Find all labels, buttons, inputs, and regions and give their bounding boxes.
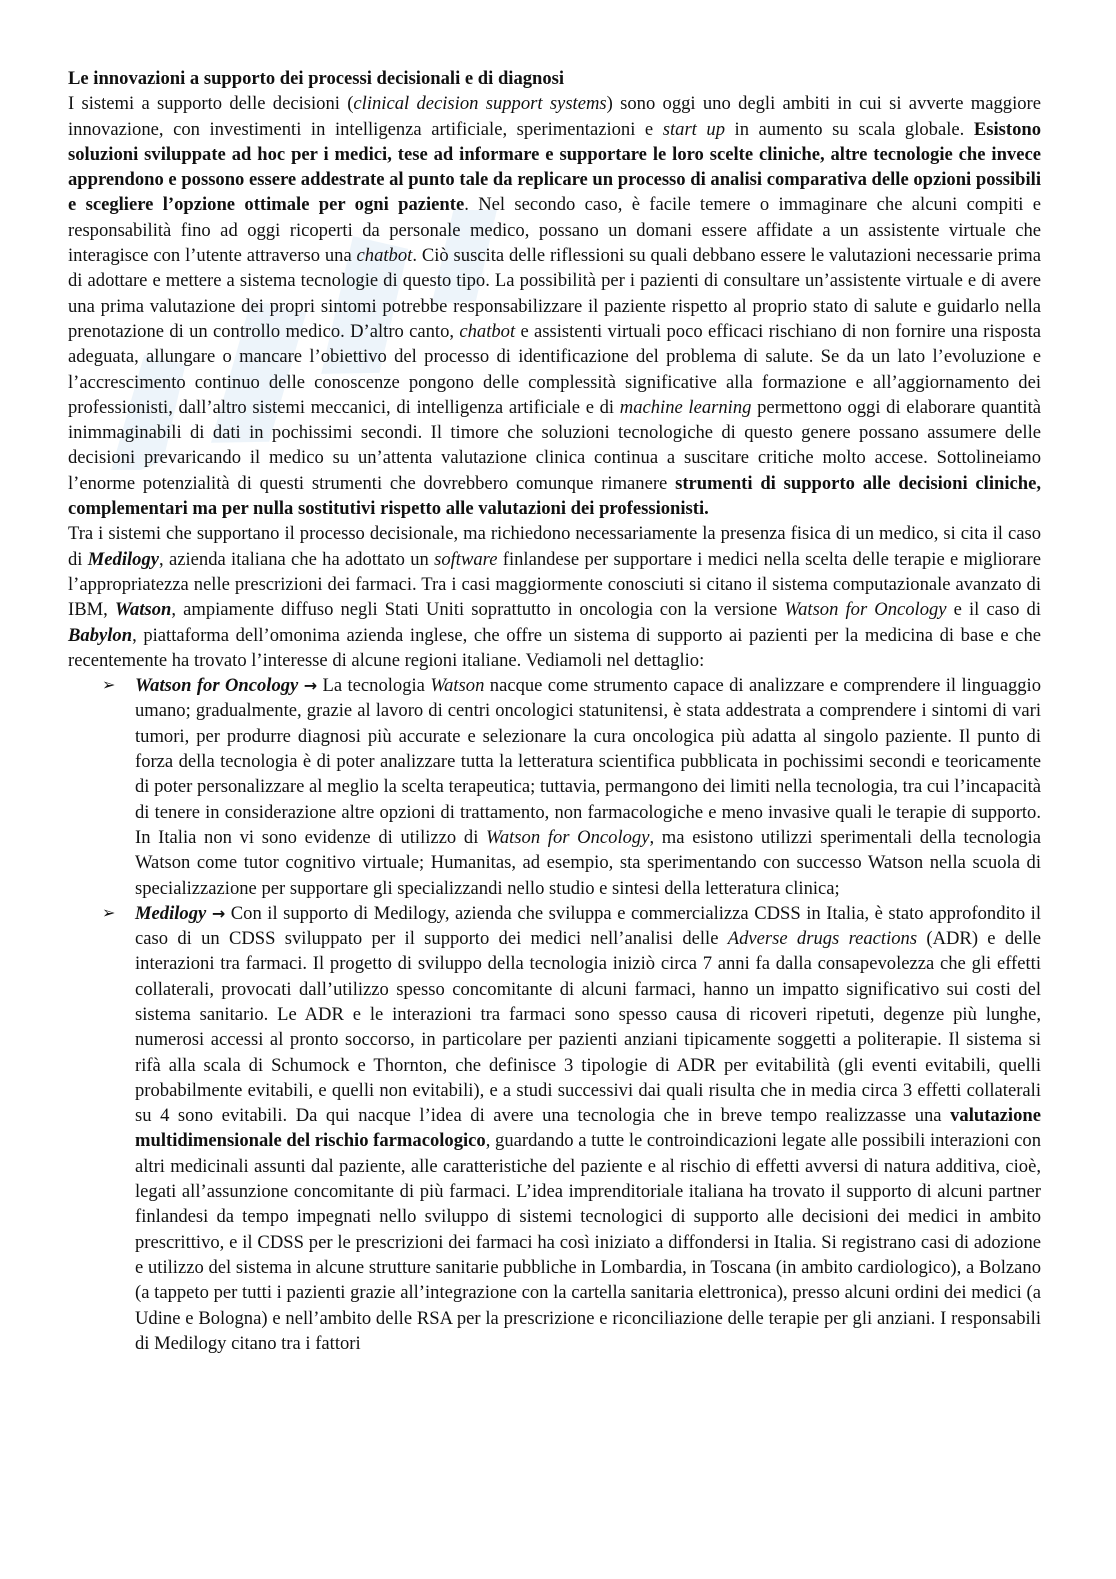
document-body <box>68 66 1041 1356</box>
arrowhead-bullet-icon: ➢ <box>102 904 116 922</box>
case-list <box>68 673 1041 1356</box>
list-item-watson: ➢ Watson for Oncology → La tecnologia Watson nacque come strumento capace di analizzare e comprendere il linguaggio umano; gradualmente, grazie al lavoro di centri oncologici statunitensi, è stata addestrata a comprendere i sintomi di vari tumori, per produrre diagnosi più accurate e selezionare la cura oncologica più adatta al singolo paziente. Il punto di forza della tecnologia è di poter analizzare tutta la letteratura scientifica pubblicata in pochissimi secondi e teoricamente di poter personalizzare al meglio la scelta terapeutica; tuttavia, permangono dei limiti nella tecnologia, tra cui l’incapacità di tenere in considerazione altre opzioni di trattamento, non farmacologiche e meno invasive quali le terapie di supporto. In Italia non vi sono evidenze di utilizzo di Watson for Oncology, ma esistono utilizzi sperimentali della tecnologia Watson come tutor cognitivo virtuale; Humanitas, ad esempio, sta sperimentando con successo Watson nella scuola di specializzazione per supportare gli specializzandi nello studio e sintesi della letteratura clinica; <box>102 675 1042 899</box>
right-arrow-icon: → <box>211 903 226 923</box>
list-item-title: Watson for Oncology <box>135 675 299 697</box>
arrowhead-bullet-icon: ➢ <box>102 677 116 695</box>
intro-paragraph: I sistemi a supporto delle decisioni (clinical decision support systems) sono oggi uno degli ambiti in cui si avverte maggiore innovazione, con investimenti in intelligenza artificiale, sperimentazioni e start up in aumento su scala globale. Esistono soluzioni sviluppate ad hoc per i medici, tese ad informare e supportare le loro scelte cliniche, altre tecnologie che invece apprendono e possono essere addestrate al punto tale da replicare un processo di analisi comparativa delle opzioni possibili e scegliere l’opzione ottimale per ogni paziente. Nel secondo caso, è facile temere o immaginare che alcuni compiti e responsabilità fino ad oggi ricoperti da personale medico, possano un domani essere affidate a un assistente virtuale che interagisce con l’utente attraverso una chatbot. Ciò suscita delle riflessioni su quali debbano essere le valutazioni necessarie prima di adottare e mettere a sistema tecnologie di questo tipo. La possibilità per i pazienti di consultare un’assistente virtuale e di avere una prima valutazione dei propri sintomi potrebbe responsabilizzare il paziente rispetto al proprio stato di salute e guidarlo nella prenotazione di un controllo medico. D’altro canto, chatbot e assistenti virtuali poco efficaci rischiano di non fornire una risposta adeguata, allungare o mancare l’obiettivo del processo di identificazione del problema di salute. Se da un lato l’evoluzione e l’accrescimento continuo delle conoscenze pongono delle complessità significative alla formazione e all’aggiornamento dei professionisti, dall’altro sistemi meccanici, di intelligenza artificiale e di machine learning permettono oggi di elaborare quantità inimmaginabili di dati in pochissimi secondi. Il timore che soluzioni tecnologiche di questo genere possano assumere delle decisioni prevaricando il medico su un’attenta valutazione clinica continua a suscitare critiche molto accese. Sottolineiamo l’enorme potenzialità di questi strumenti che dovrebbero comunque rimanere strumenti di supporto alle decisioni cliniche, complementari ma per nulla sostitutivi rispetto alle valutazioni dei professionisti. <box>68 93 1042 520</box>
section-title: Le innovazioni a supporto dei processi decisionali e di diagnosi <box>68 68 565 89</box>
list-item-medilogy: ➢ Medilogy → Con il supporto di Medilogy, azienda che sviluppa e commercializza CDSS in Italia, è stato approfondito il caso di un CDSS sviluppato per il supporto dei medici nell’analisi delle Adverse drugs reactions (ADR) e delle interazioni tra farmaci. Il progetto di sviluppo della tecnologia iniziò circa 7 anni fa dalla consapevolezza che gli effetti collaterali, provocati dall’utilizzo spesso concomitante di alcuni farmaci, hanno un impatto significativo sui costi del sistema sanitario. Le ADR e le interazioni tra farmaci sono spesso causa di ricoveri ripetuti, degenze più lunghe, numerosi accessi al pronto soccorso, in particolare per pazienti anziani tipicamente soggetti a politerapie. Il sistema si rifà alla scala di Schumock e Thornton, che definisce 3 tipologie di ADR per evitabilità (gli eventi evitabili, quelli probabilmente evitabili, e quelli non evitabili), e a studi successivi dai quali risulta che in media circa 3 effetti collaterali su 4 sono evitabili. Da qui nacque l’idea di avere una tecnologia che in breve tempo realizzasse una valutazione multidimensionale del rischio farmacologico, guardando a tutte le controindicazioni legate alle possibili interazioni con altri medicinali assunti dal paziente, alle caratteristiche del paziente e al rischio di effetti avversi di natura additiva, cioè, legati all’assunzione concomitante di più farmaci. L’idea imprenditoriale italiana ha trovato il supporto di alcuni partner finlandesi da tempo impegnati nello sviluppo di sistemi tecnologici di supporto alle decisioni dei medici in ambito prescrittivo, e il CDSS per le prescrizioni dei farmaci ha così iniziato a diffondersi in Italia. Si registrano casi di adozione e utilizzo del sistema in alcune strutture sanitarie pubbliche in Lombardia, in Toscana (in ambito cardiologico), a Bolzano (a tappeto per tutti i pazienti grazie all’integrazione con la cartella sanitaria elettronica), presso alcuni ordini dei medici (a Udine e Bologna) e nell’ambito delle RSA per la prescrizione e riconciliazione delle terapie per gli anziani. I responsabili di Medilogy citano tra i fattori <box>102 902 1041 1354</box>
systems-paragraph: Tra i sistemi che supportano il processo decisionale, ma richiedono necessariamente la presenza fisica di un medico, si cita il caso di Medilogy, azienda italiana che ha adottato un software finlandese per supportare i medici nella scelta delle terapie e migliorare l’appropriatezza nelle prescrizioni dei farmaci. Tra i casi maggiormente conosciuti si citano il sistema computazionale avanzato di IBM, Watson, ampiamente diffuso negli Stati Uniti soprattutto in oncologia con la versione Watson for Oncology e il caso di Babylon, piattaforma dell’omonima azienda inglese, che offre un sistema di supporto ai pazienti per la medicina di base e che recentemente ha trovato l’interesse di alcune regioni italiane. Vediamoli nel dettaglio: <box>68 523 1041 671</box>
list-item-title: Medilogy <box>135 902 207 924</box>
right-arrow-icon: → <box>303 676 318 696</box>
